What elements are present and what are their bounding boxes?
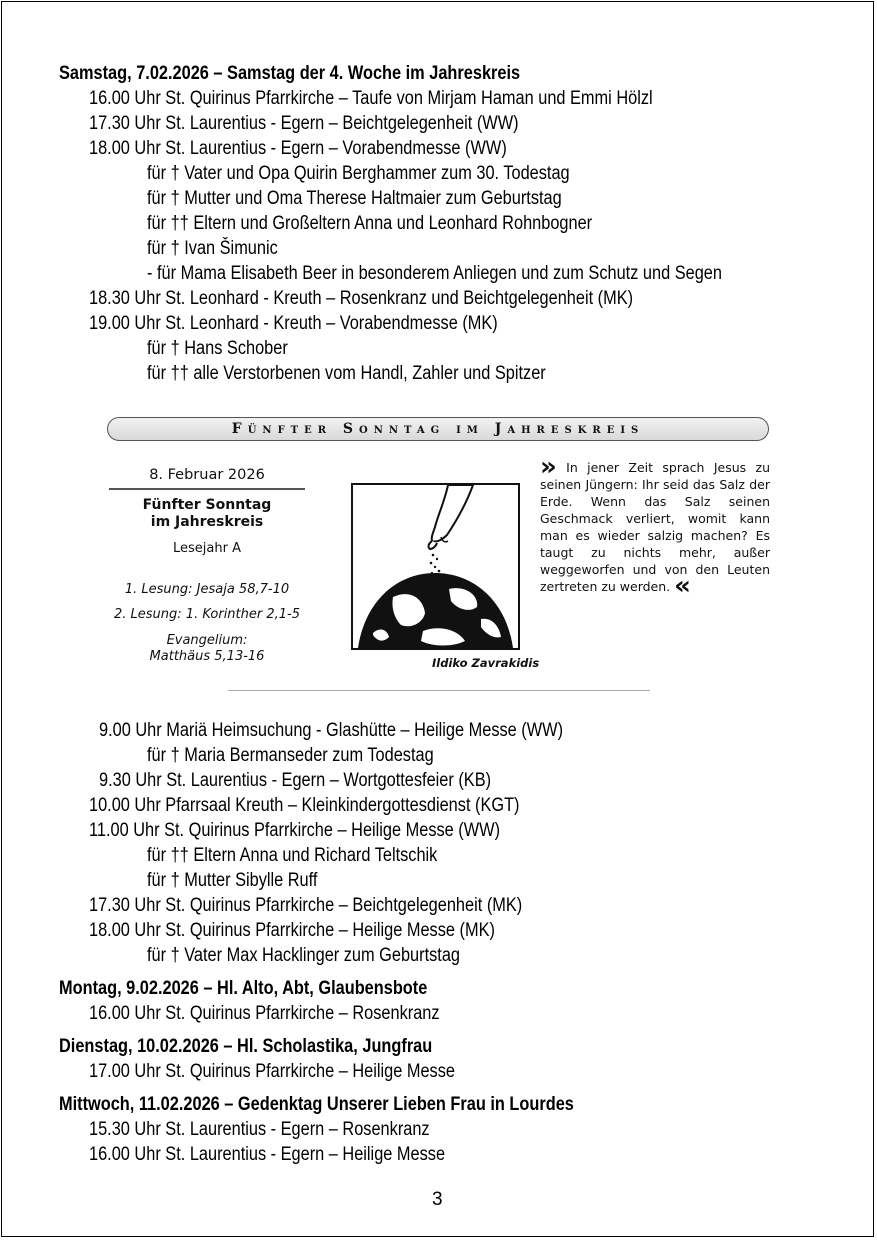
gospel-ref: Matthäus 5,13-16 [149, 649, 265, 664]
service-line: 16.00 Uhr St. Quirinus Pfarrkirche – Rosenkranz [89, 1003, 440, 1024]
service-line: 17.00 Uhr St. Quirinus Pfarrkirche – Heilige Messe [89, 1061, 455, 1082]
open-quote-icon: » [540, 452, 557, 482]
intention-line: für † Maria Bermanseder zum Todestag [147, 745, 434, 766]
salt-earth-illustration [351, 483, 520, 650]
day-heading-tuesday: Dienstag, 10.02.2026 – Hl. Scholastika, Jungfrau [59, 1036, 433, 1057]
service-line: 19.00 Uhr St. Leonhard - Kreuth – Vorabendmesse (MK) [89, 313, 498, 334]
service-line: 9.30 Uhr St. Laurentius - Egern – Wortgottesfeier (KB) [99, 770, 492, 791]
intention-line: - für Mama Elisabeth Beer in besonderem Anliegen und zum Schutz und Segen [147, 263, 722, 284]
gospel-quote-text: In jener Zeit sprach Jesus zu seinen Jüngern: Ihr seid das Salz der Erde. Wenn das Salz seinen Geschmack verliert, womit kann man es wieder salzig machen? Es taugt zu nichts mehr, außer weggeworfen und von den Leuten zertreten zu werden. [540, 460, 770, 594]
reading-2: 2. Lesung: 1. Korinther 2,1-5 [114, 607, 300, 622]
service-line: 17.30 Uhr St. Quirinus Pfarrkirche – Beichtgelegenheit (MK) [89, 895, 523, 916]
intention-line: für † Vater und Opa Quirin Berghammer zum 30. Todestag [147, 163, 570, 184]
sunday-title-1: Fünfter Sonntag [142, 497, 272, 513]
service-line: 11.00 Uhr St. Quirinus Pfarrkirche – Heilige Messe (WW) [89, 820, 501, 841]
service-line: 18.00 Uhr St. Laurentius - Egern – Vorabendmesse (WW) [89, 138, 507, 159]
sunday-date: 8. Februar 2026 [149, 467, 265, 483]
intention-line: für † Ivan Šimunic [147, 238, 278, 259]
day-heading-wednesday: Mittwoch, 11.02.2026 – Gedenktag Unserer Lieben Frau in Lourdes [59, 1094, 574, 1115]
service-line: 16.00 Uhr St. Laurentius - Egern – Heilige Messe [89, 1144, 446, 1165]
service-line: 9.00 Uhr Mariä Heimsuchung - Glashütte – Heilige Messe (WW) [99, 720, 564, 741]
service-line: 17.30 Uhr St. Laurentius - Egern – Beichtgelegenheit (WW) [89, 113, 519, 134]
gospel-label: Evangelium: [166, 633, 248, 648]
hand-salt-globe-icon [353, 485, 518, 648]
sunday-banner [107, 417, 769, 441]
intention-line: für † Hans Schober [147, 338, 288, 359]
close-quote-icon: « [674, 571, 691, 601]
intention-line: für † Mutter und Oma Therese Haltmaier zum Geburtstag [147, 188, 562, 209]
divider [228, 690, 650, 691]
service-line: 10.00 Uhr Pfarrsaal Kreuth – Kleinkindergottesdienst (KGT) [89, 795, 520, 816]
lesejahr: Lesejahr A [173, 541, 241, 556]
day-heading-monday: Montag, 9.02.2026 – Hl. Alto, Abt, Glaubensbote [59, 978, 428, 999]
intention-line: für †† Eltern und Großeltern Anna und Leonhard Rohnbogner [147, 213, 593, 234]
intention-line: für † Vater Max Hacklinger zum Geburtstag [147, 945, 461, 966]
day-heading-saturday: Samstag, 7.02.2026 – Samstag der 4. Woche im Jahreskreis [59, 63, 521, 84]
sunday-banner-title: Fünfter Sonntag im Jahreskreis [231, 421, 645, 437]
reading-1: 1. Lesung: Jesaja 58,7-10 [124, 582, 290, 597]
intention-line: für † Mutter Sibylle Ruff [147, 870, 318, 891]
page-number: 3 [432, 1189, 443, 1210]
service-line: 18.00 Uhr St. Quirinus Pfarrkirche – Heilige Messe (MK) [89, 920, 495, 941]
service-line: 15.30 Uhr St. Laurentius - Egern – Rosenkranz [89, 1119, 430, 1140]
divider [109, 488, 305, 490]
intention-line: für †† Eltern Anna und Richard Teltschik [147, 845, 438, 866]
artist-credit: Ildiko Zavrakidis [432, 656, 540, 670]
sunday-title-2: im Jahreskreis [150, 514, 264, 530]
intention-line: für †† alle Verstorbenen vom Handl, Zahler und Spitzer [147, 363, 546, 384]
gospel-quote [540, 452, 770, 601]
service-line: 18.30 Uhr St. Leonhard - Kreuth – Rosenkranz und Beichtgelegenheit (MK) [89, 288, 634, 309]
service-line: 16.00 Uhr St. Quirinus Pfarrkirche – Taufe von Mirjam Haman und Emmi Hölzl [89, 88, 653, 109]
